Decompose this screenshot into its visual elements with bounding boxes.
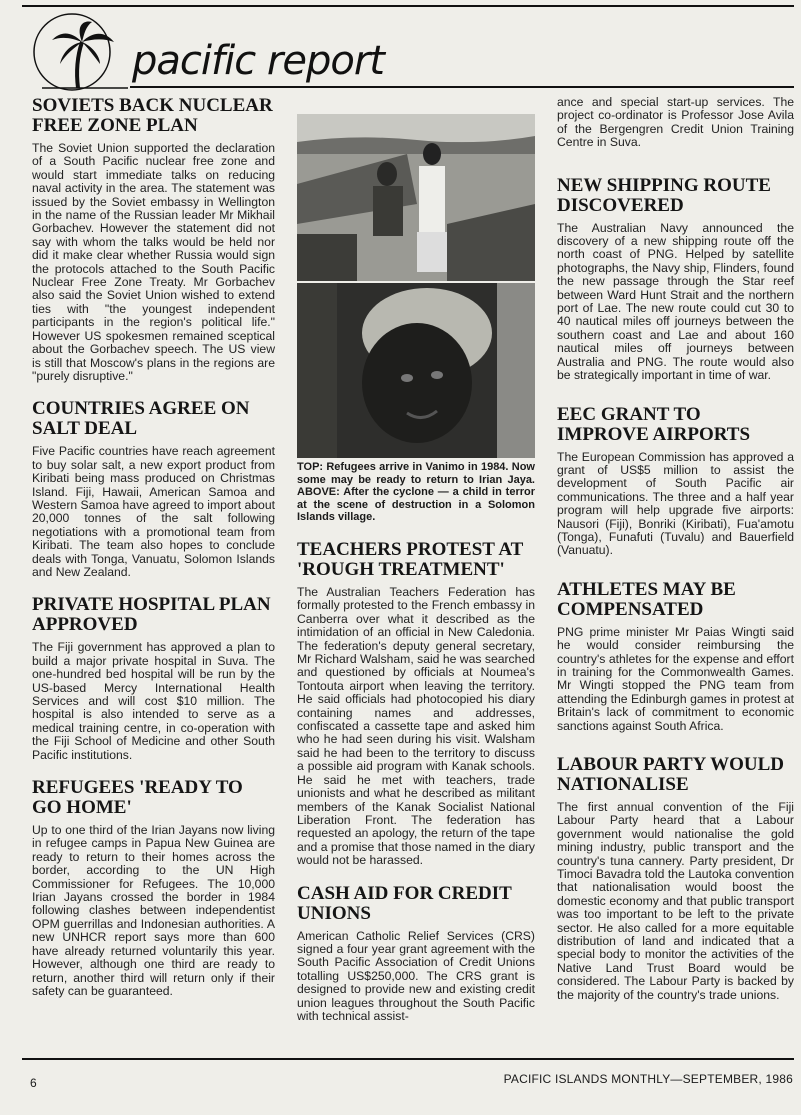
refugees-photo: [297, 114, 535, 281]
body-hospital: The Fiji government has approved a plan to build a major private hospital in Suva. The one-hundred bed hospital will be run by the US-based Mercy International Health Services and will cost $10 million. The hospital is also intended to serve as a medical training centre, in co-operation with the Fiji School of Medicine and other South Pacific institutions.: [32, 640, 275, 762]
column-middle: [297, 540, 535, 1023]
headline-soviets: SOVIETS BACK NUCLEAR FREE ZONE PLAN: [32, 95, 273, 136]
palm-tree-logo-icon: [30, 12, 130, 92]
child-photo: [297, 283, 535, 458]
headline-teachers: TEACHERS PROTEST AT 'ROUGH TREATMENT': [297, 539, 523, 580]
bottom-rule: [22, 1058, 794, 1060]
publication-footer: PACIFIC ISLANDS MONTHLY—SEPTEMBER, 1986: [503, 1072, 793, 1086]
body-cash: American Catholic Relief Services (CRS) signed a four year grant agreement with the South Pacific Association of Credit Unions totalling US$250,000. The CRS grant is designed to provide new and existing credit union leagues throughout the South Pacific with technical assist-: [297, 928, 535, 1023]
body-soviets: The Soviet Union supported the declaration of a South Pacific nuclear free zone and would start immediate talks on reducing naval activity in the area. The statement was issued by the Soviet embassy in Wellington in the name of the Russian leader Mr Mikhail Gorbachev. However the statement did not say with whom the talks would be held nor did it make clear whether Russia would sign the protocols attached to the South Pacific Nuclear Free Zone Treaty. Mr Gorbachev also said the Soviet Union wished to extend ties with "the youngest independent participants in the region's political life." However US spokesmen remained sceptical about the Gorbachev speech. The US view is still that Moscow's plans in the regions are "purely disruptive.": [32, 141, 275, 383]
column-left: [32, 96, 275, 998]
photo-caption: TOP: Refugees arrive in Vanimo in 1984. Now some may be ready to return to Irian Jaya. ABOVE: After the cyclone — a child in terror at the scene of destruction in a Solomon Islands village.: [297, 461, 535, 523]
body-athletes: PNG prime minister Mr Paias Wingti said he would consider reimbursing the country's athletes for the expense and effort in training for the Commonwealth Games. Mr Wingti stopped the PNG team from attending the Edinburgh games in protest at Britain's lack of commitment to economic sanctions against South Africa.: [557, 624, 794, 733]
header-rule: [130, 86, 794, 88]
body-eec: The European Commission has approved a grant of US$5 million to assist the development of South Pacific air communications. The three and a half year program will help upgrade five airports: Nausori (Fiji), Bonriki (Kiribati), Fua'amotu (Tonga), Funafuti (Tuvalu) and Bauerfield (Vanuatu).: [557, 449, 794, 558]
body-cash-continued: ance and special start-up services. The project co-ordinator is Professor Jose Avila of the Bergengren Credit Union Training Centre in Suva.: [557, 95, 794, 150]
headline-shipping: NEW SHIPPING ROUTE DISCOVERED: [557, 174, 771, 216]
body-refugees: Up to one third of the Irian Jayans now living in refugee camps in Papua New Guinea are ready to return to their homes across the border, according to the UN High Commissioner for Refugees. The 10,000 Irian Jayans crossed the border in 1984 following clashes between independentist OPM guerrillas and Indonesian authorities. A new UNHCR report says more than 600 have already returned voluntarily this year. However, although one third are ready to return, another third will return only if their safety can be guaranteed.: [32, 823, 275, 998]
headline-refugees: REFUGEES 'READY TO GO HOME': [32, 777, 243, 819]
body-shipping: The Australian Navy announced the discovery of a new shipping route off the north coast of PNG. Helped by satellite photographs, the Navy ship, Flinders, found the new passage through the Star reef between Ward Hunt Strait and the northern port of Lae. The new route could cut 30 to 40 nautical miles off journeys between the southern coast and Lae and about 160 nautical miles off journeys between Australia and PNG. The route would also be strategically important in time of war.: [557, 220, 794, 383]
column-right: [557, 96, 794, 1002]
headline-labour: LABOUR PARTY WOULD NATIONALISE: [557, 754, 784, 795]
body-teachers: The Australian Teachers Federation has formally protested to the French embassy in Canberra over what it described as the intimidation of an official in New Caledonia. The federation's deputy general secretary, Mr Richard Walsham, said he was searched and questioned by officials at Noumea's Tontouta airport when leaving the territory. He said officials had photocopied his diary containing names and addresses, confiscated a cassette tape and asked him who he had seen during his visit. Walsham said he had been to the territory to discuss a possible aid program with Kanak schools. He said he met with teachers, trade unionists and what he described as militant members of the Kanak Socialist National Liberation Front. The federation has requested an apology, the return of the tape and a promise that those named in the diary would not be harassed.: [297, 585, 535, 868]
top-rule: [22, 5, 794, 7]
headline-hospital: PRIVATE HOSPITAL PLAN APPROVED: [32, 594, 271, 636]
page-number: 6: [30, 1076, 37, 1090]
headline-cash: CASH AID FOR CREDIT UNIONS: [297, 882, 512, 924]
body-salt: Five Pacific countries have reach agreement to buy solar salt, a new export product from Kiribati being mass produced on Christmas Island. Fiji, Hawaii, American Samoa and Western Samoa have agreed to import about 20,000 tonnes of the salt following negotiations with a promotional team from Kiribati. The team also hopes to conclude deals with Tonga, Vanuatu, Solomon Islands and New Zealand.: [32, 444, 275, 579]
section-title: pacific report: [132, 38, 384, 84]
body-labour: The first annual convention of the Fiji Labour Party heard that a Labour government would nationalise the gold mining industry, public transport and the country's tuna cannery. Party president, Dr Timoci Bavadra told the Lautoka convention that nationalisation would boost the domestic economy and that public transport was too important to be left to the private sector. He also called for a more equitable distribution of land and indicated that a special body to monitor the activities of the Native Land Trust Board would be considered. The Labour Party is backed by the majority of the country's trade unions.: [557, 800, 794, 1002]
headline-eec: EEC GRANT TO IMPROVE AIRPORTS: [557, 403, 751, 445]
headline-salt: COUNTRIES AGREE ON SALT DEAL: [32, 398, 250, 440]
headline-athletes: ATHLETES MAY BE COMPENSATED: [557, 578, 736, 620]
